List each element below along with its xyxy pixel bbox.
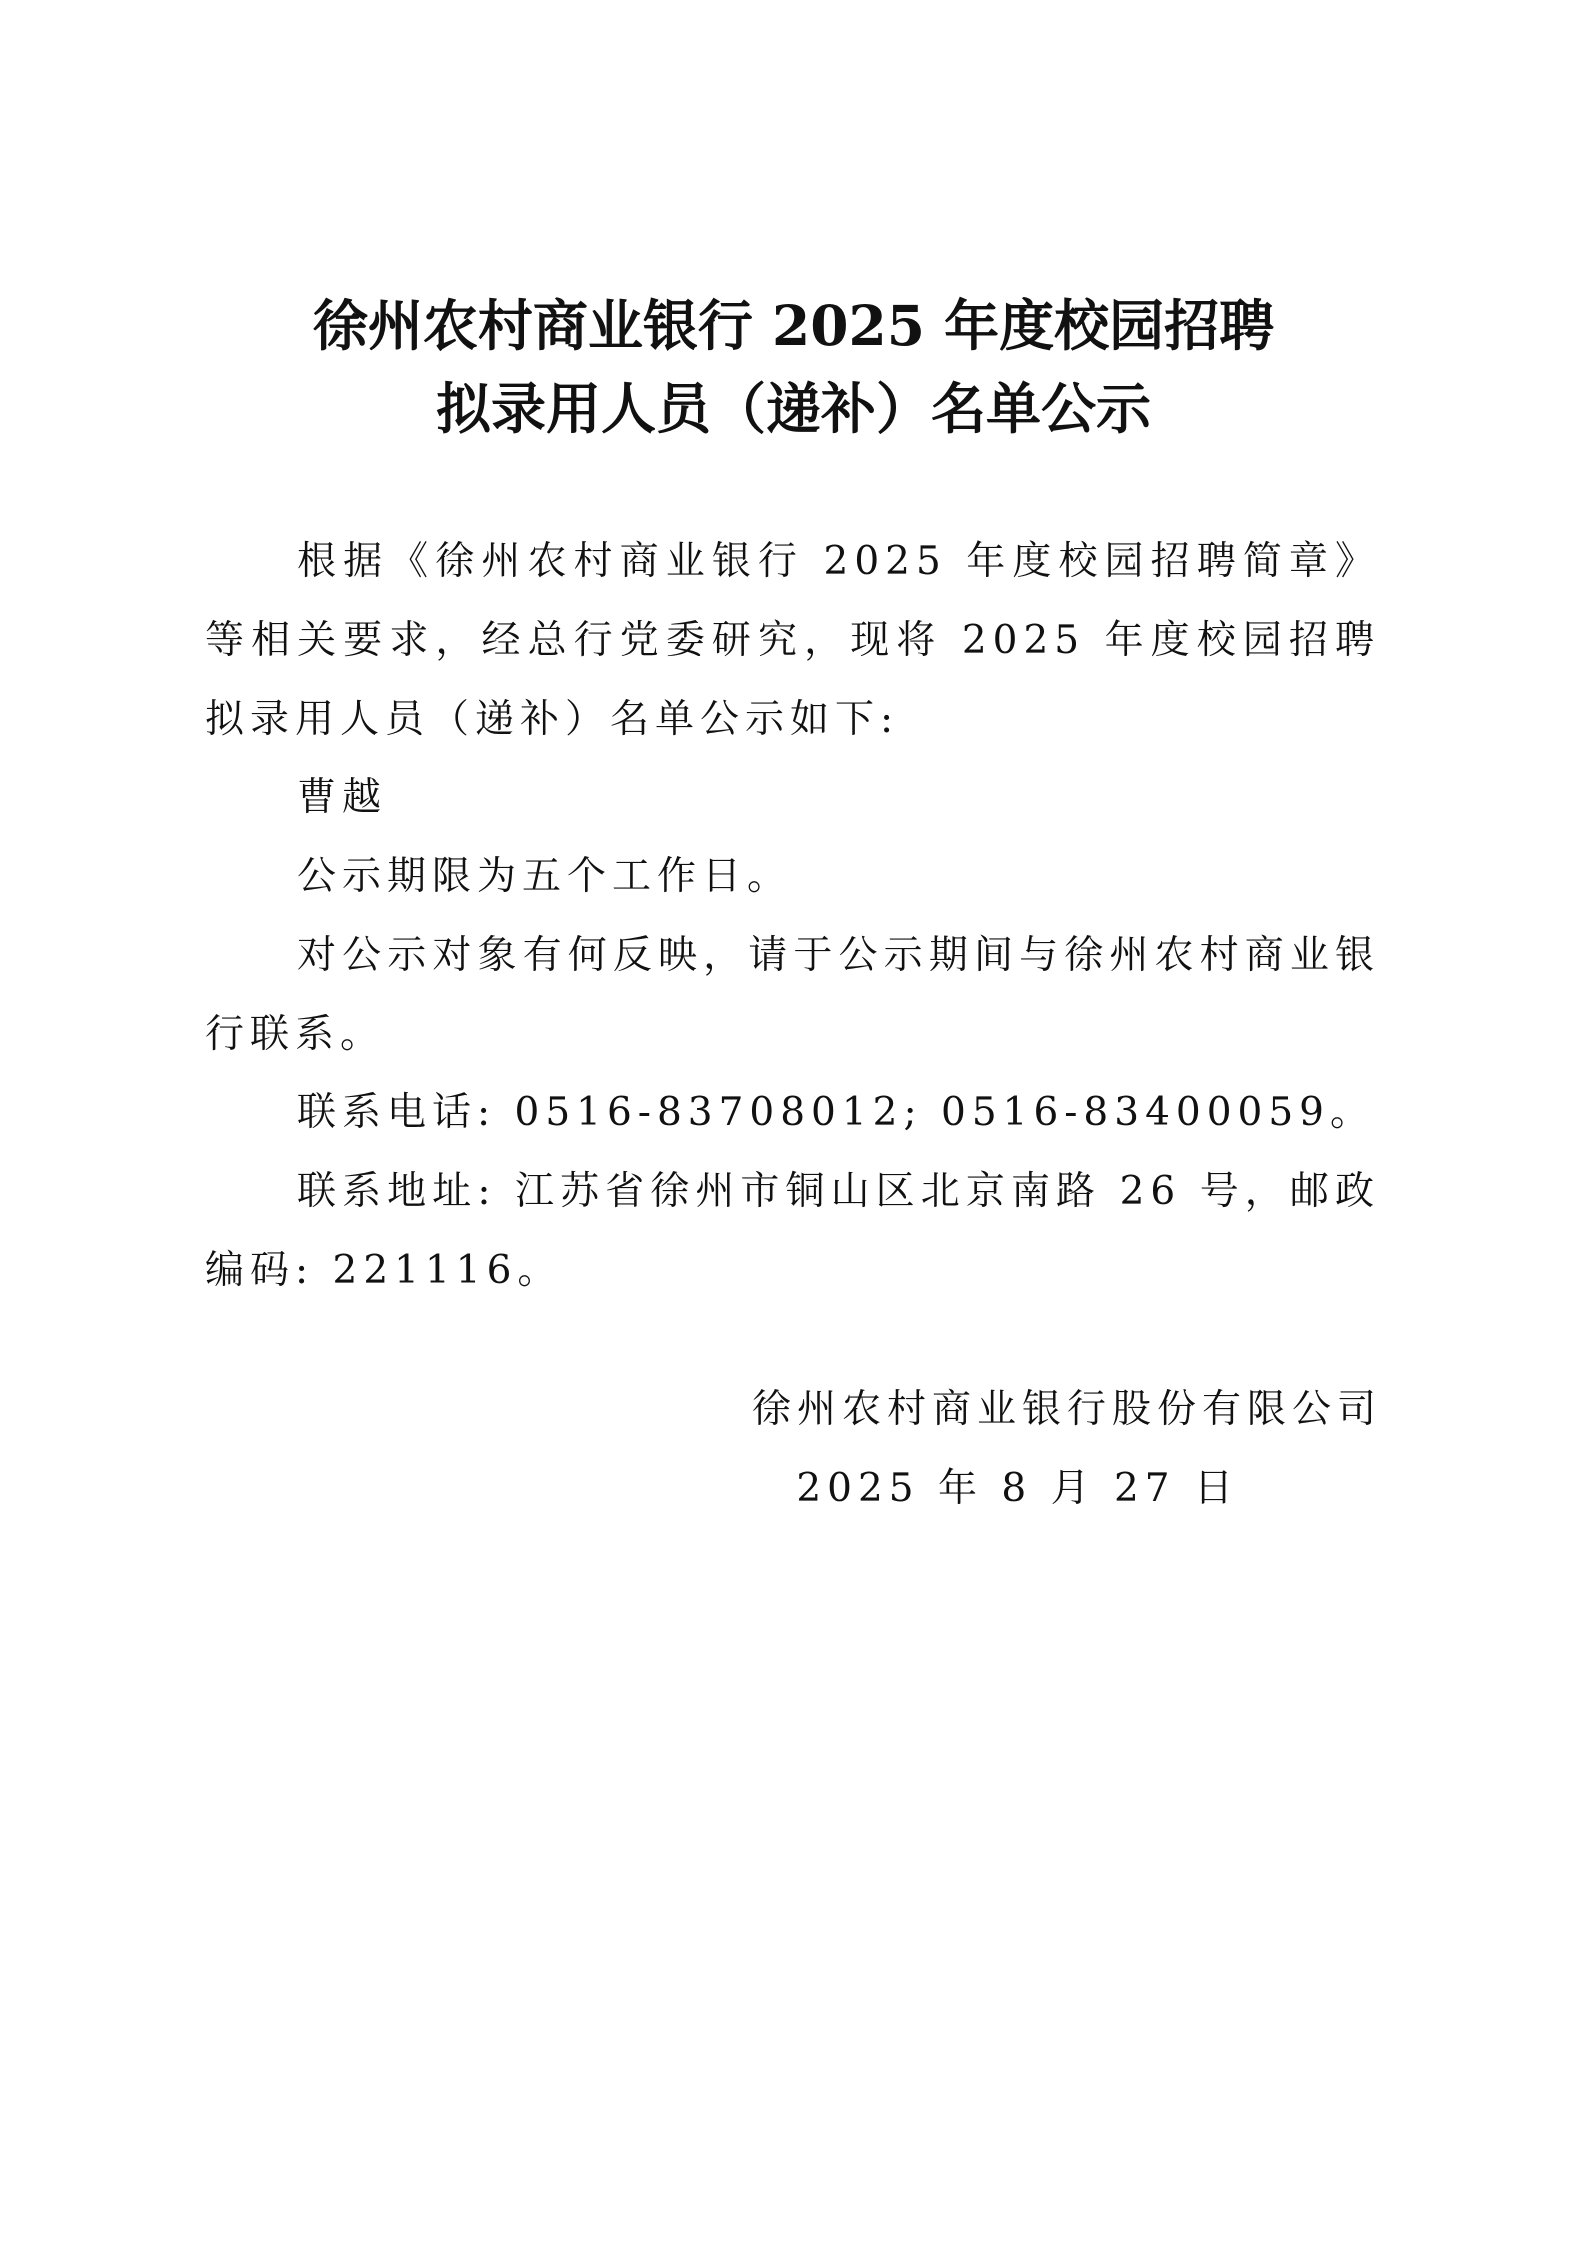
intro-paragraph-block: [205, 522, 1380, 759]
phone-paragraph-block: [205, 1073, 1380, 1152]
address-paragraph-block: [205, 1152, 1380, 1310]
candidate-name: 曹越: [297, 775, 388, 820]
address-paragraph: 联系地址: 江苏省徐州市铜山区北京南路 26 号，邮政编码: 221116。: [205, 1169, 1380, 1293]
title-line-2: 拟录用人员（递补）名单公示: [435, 376, 1151, 441]
candidate-name-block: [205, 758, 1380, 837]
signature-organization: 徐州农村商业银行股份有限公司: [751, 1387, 1382, 1432]
intro-paragraph: 根据《徐州农村商业银行 2025 年度校园招聘简章》等相关要求，经总行党委研究，现将 2025 年度校园招聘拟录用人员（递补）名单公示如下:: [205, 539, 1380, 742]
signature-date: 2025 年 8 月 27 日: [796, 1466, 1239, 1511]
feedback-paragraph-block: [205, 916, 1380, 1074]
phone-paragraph: 联系电话: 0516-83708012; 0516-83400059。: [297, 1090, 1375, 1135]
title-line-1: 徐州农村商业银行 2025 年度校园招聘: [312, 293, 1275, 358]
period-paragraph-block: [205, 837, 1380, 916]
feedback-paragraph: 对公示对象有何反映，请于公示期间与徐州农村商业银行联系。: [205, 933, 1380, 1057]
period-paragraph: 公示期限为五个工作日。: [297, 854, 793, 899]
